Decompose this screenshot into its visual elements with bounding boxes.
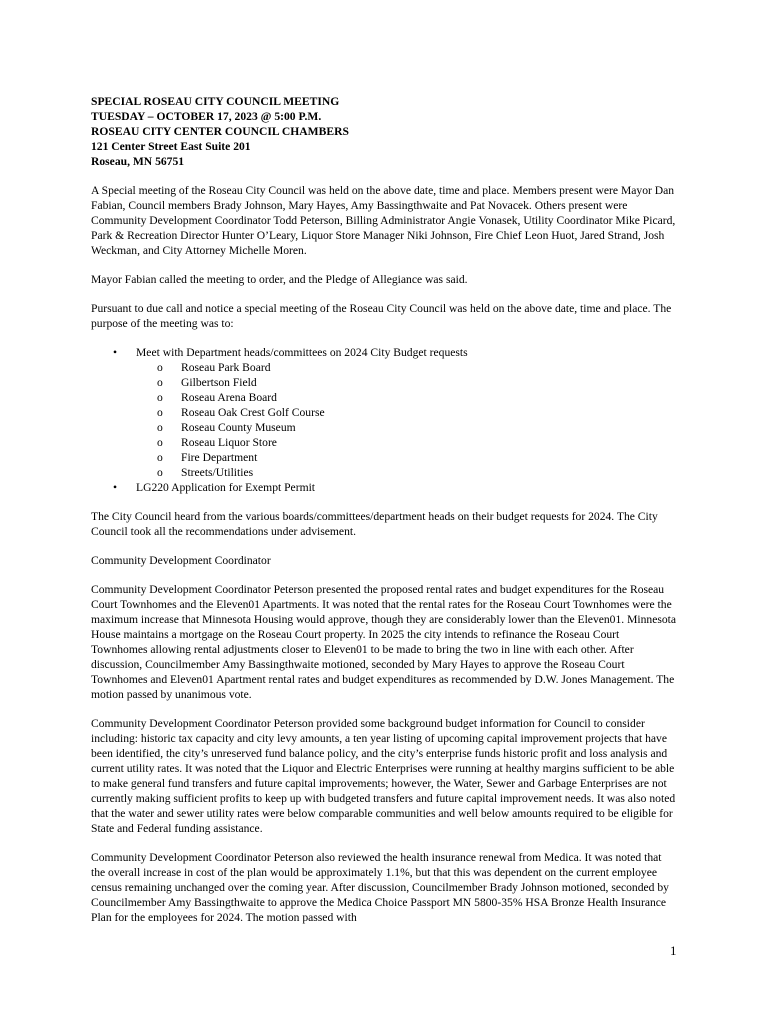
agenda-list [91,345,676,495]
sub-list-item [136,465,676,480]
meeting-header [91,94,676,169]
department-sublist [136,360,676,480]
budget-requests-paragraph: The City Council heard from the various boards/committees/department heads on their budget requests for 2024. The City Council took all the recommendations under advisement. [91,510,658,538]
header-city: Roseau, MN 56751 [91,155,185,168]
attendance-paragraph: A Special meeting of the Roseau City Council was held on the above date, time and place. Members present were Mayor Dan Fabian, Council members Brady Johnson, Mary Hayes, Amy Bassingthwaite and Pat Novacek. Others present were Community Development Coordinator Todd Peterson, Billing Administrator Angie Vonasek, Utility Coordinator Mike Picard, Park & Recreation Director Hunter O’Leary, Liquor Store Manager Niki Johnson, Fire Chief Leon Huot, Jared Strand, Josh Weckman, and City Attorney Michelle Moren. [91,184,676,257]
circle-bullet-icon: o [157,361,163,374]
sub-list-item [136,435,676,450]
health-insurance-paragraph: Community Development Coordinator Peterson also reviewed the health insurance renewal from Medica. It was noted that the overall increase in cost of the plan would be approximately 1.1%, but that this was dependent on the current employee census remaining unchanged over the coming year. After discussion, Councilmember Brady Johnson motioned, seconded by Councilmember Amy Bassingthwaite to approve the Medica Choice Passport MN 5800-35% HSA Bronze Health Insurance Plan for the employees for 2024. The motion passed with [91,851,669,924]
sub-list-item-text: Gilbertson Field [181,376,257,389]
sub-list-item-text: Roseau County Museum [181,421,296,434]
bullet-icon: • [113,481,118,494]
sub-list-item-text: Roseau Oak Crest Golf Course [181,406,325,419]
sub-list-item [136,360,676,375]
sub-list-item [136,450,676,465]
section-heading: Community Development Coordinator [91,554,271,567]
sub-list-item-text: Streets/Utilities [181,466,254,479]
bullet-icon: • [113,346,118,359]
sub-list-item [136,420,676,435]
header-location: ROSEAU CITY CENTER COUNCIL CHAMBERS [91,125,349,138]
purpose-paragraph: Pursuant to due call and notice a special meeting of the Roseau City Council was held on the above date, time and place. The purpose of the meeting was to: [91,302,672,330]
circle-bullet-icon: o [157,466,163,479]
header-date: TUESDAY – OCTOBER 17, 2023 @ 5:00 P.M. [91,110,322,123]
sub-list-item [136,390,676,405]
list-item-text: LG220 Application for Exempt Permit [136,481,316,494]
call-to-order-paragraph: Mayor Fabian called the meeting to order, and the Pledge of Allegiance was said. [91,273,468,286]
circle-bullet-icon: o [157,376,163,389]
sub-list-item-text: Roseau Park Board [181,361,271,374]
sub-list-item-text: Fire Department [181,451,258,464]
circle-bullet-icon: o [157,406,163,419]
sub-list-item-text: Roseau Arena Board [181,391,277,404]
sub-list-item [136,375,676,390]
list-item-text: Meet with Department heads/committees on 2024 City Budget requests [136,346,468,359]
sub-list-item [136,405,676,420]
circle-bullet-icon: o [157,436,163,449]
sub-list-item-text: Roseau Liquor Store [181,436,277,449]
list-item [91,345,676,480]
circle-bullet-icon: o [157,451,163,464]
page-number: 1 [670,943,677,958]
header-title: SPECIAL ROSEAU CITY COUNCIL MEETING [91,95,340,108]
header-street: 121 Center Street East Suite 201 [91,140,251,153]
circle-bullet-icon: o [157,391,163,404]
document-body [91,94,676,939]
budget-background-paragraph: Community Development Coordinator Peterson provided some background budget information for Council to consider including: historic tax capacity and city levy amounts, a ten year listing of upcoming capital improvement projects that have been identified, the city’s unreserved fund balance policy, and the city’s enterprise funds historic profit and loss analysis and current utility rates. It was noted that the Liquor and Electric Enterprises were running at healthy margins sufficient to be able to make general fund transfers and future capital improvements; however, the Water, Sewer and Garbage Enterprises are not currently making sufficient profits to keep up with budgeted transfers and future capital improvement needs. It was also noted that the water and sewer utility rates were below comparable communities and well below amounts required to be eligible for State and Federal funding assistance. [91,717,676,835]
list-item [91,480,676,495]
rental-rates-paragraph: Community Development Coordinator Peterson presented the proposed rental rates and budget expenditures for the Roseau Court Townhomes and the Eleven01 Apartments. It was noted that the rental rates for the Roseau Court Townhomes were the maximum increase that Minnesota Housing would approve, though they are considerably lower than the Eleven01. Minnesota House maintains a mortgage on the Roseau Court property. In 2025 the city intends to refinance the Roseau Court Townhomes allowing rental adjustments closer to Eleven01 to be made to bring the two in line with each other. After discussion, Councilmember Amy Bassingthwaite motioned, seconded by Mary Hayes to approve the Roseau Court Townhomes and Eleven01 Apartment rental rates and budget expenditures as recommended by D.W. Jones Management. The motion passed by unanimous vote. [91,583,677,701]
circle-bullet-icon: o [157,421,163,434]
